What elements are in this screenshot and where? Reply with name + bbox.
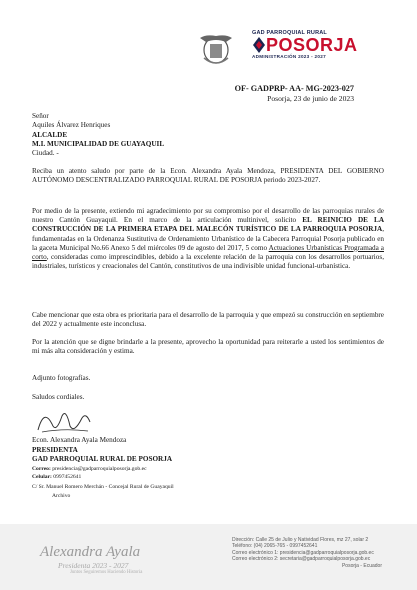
posorja-logo-mark-icon <box>252 36 266 54</box>
footer-phone: Teléfono: (04) 2065-765 - 0997452641 <box>232 543 318 550</box>
footer-signature-block <box>40 544 180 575</box>
gad-label: GAD PARROQUIAL RURAL <box>252 30 327 36</box>
archive-line: Archivo <box>52 493 71 499</box>
paragraph-closing <box>32 338 384 356</box>
footer-location: Posorja - Ecuador <box>341 562 382 569</box>
footer-sig-slogan: Juntos Seguiremos Haciendo Historia <box>70 570 143 575</box>
brand-name: POSORJA <box>266 35 358 55</box>
recipient-institution: M.I. MUNICIPALIDAD DE GUAYAQUIL <box>32 140 165 148</box>
paragraph-priority <box>32 311 384 329</box>
cc-line: C/ Sr. Manuel Romero Merchán - Concejal Rural de Guayaquil <box>32 484 174 490</box>
attachments-note: Adjunto fotografías. <box>32 374 91 382</box>
priority-text: Cabe mencionar que esta obra es prioritaria para el desarrollo de la parroquia y que empezó su construcción en septiembre del 2022 y actualmente este inconclusa. <box>32 311 384 329</box>
coat-of-arms-seal <box>196 28 236 68</box>
footer-sig-name: Alexandra Ayala <box>40 544 141 560</box>
signer-name: Econ. Alexandra Ayala Mendoza <box>32 436 127 444</box>
paragraph-request <box>32 207 384 271</box>
admin-label: ADMINISTRACIÓN 2023 - 2027 <box>252 54 326 59</box>
email-value: presidencia@gadparroquialposorja.gob.ec <box>52 466 147 472</box>
regards: Saludos cordiales. <box>32 393 85 401</box>
salutation: Señor <box>32 112 49 120</box>
signer-email <box>32 465 147 473</box>
request-text-a: Por medio de la presente, extiendo mi agradecimiento por su compromiso por el desarrollo de las parroquias rurales de nuestro Cantón Guayaquil. En el marco de la articulación multinivel, solicito <box>32 207 384 225</box>
closing-text: Por la atención que se digne brindarle a la presente, aprovecho la oportunidad para reiterarle a usted los sentimientos de mi más alta consideración y estima. <box>32 338 384 356</box>
footer-email-2: Correo electrónico 2: secretaria@gadparroquialposorja.gob.ec <box>232 556 371 563</box>
cell-value: 0997452641 <box>53 474 82 480</box>
gad-posorja-logo <box>252 30 372 59</box>
footer-sig-period: Presidenta 2023 - 2027 <box>58 561 129 570</box>
paragraph-greeting <box>32 167 384 185</box>
signer-cell <box>32 473 81 481</box>
reference-number: OF- GADPRP- AA- MG-2023-027 <box>234 84 354 93</box>
recipient-name: Aquiles Álvarez Henriques <box>32 121 111 129</box>
greeting-text: Reciba un atento saludo por parte de la Econ. Alexandra Ayala Mendoza, PRESIDENTA DEL GOBIERNO AUTÓNOMO DESCENTRALIZADO PARROQUIAL RURAL DE POSORJA periodo 2023-2027. <box>32 167 384 185</box>
handwritten-signature <box>34 404 94 438</box>
cell-label: Celular: <box>32 474 52 480</box>
request-underline: Actuaciones Urbanísticas Programada a corto <box>32 243 384 262</box>
recipient-city: Ciudad. - <box>32 149 59 157</box>
request-emphasis: EL REINICIO DE LA CONSTRUCCIÓN DE LA PRIMERA ETAPA DEL MALECÓN TURÍSTICO DE LA PARROQUIA POSORJA <box>32 216 385 234</box>
footer-email-1: Correo electrónico 1: presidencia@gadparroquialposorja.gob.ec <box>232 549 374 556</box>
recipient-title: ALCALDE <box>32 131 68 139</box>
letter-date: Posorja, 23 de junio de 2023 <box>267 94 354 103</box>
request-text-c: , fundamentadas en la Ordenanza Sustitutiva de Ordenamiento Urbanístico de la Cabecera Parroquial Posorja publicado en la gaceta Municipal No.66 Anexo 5 del miércoles 09 de agosto del 2017, 5 como <box>32 225 384 252</box>
email-label: Correo: <box>32 466 51 472</box>
signer-role: PRESIDENTA <box>32 446 78 454</box>
footer-address: Dirección: Calle 25 de Julio y Natividad Flores, mz 27, solar 2 <box>232 537 369 543</box>
signer-institution: GAD PARROQUIAL RURAL DE POSORJA <box>32 455 173 463</box>
request-text-e: , consideradas como imprescindibles, debido a la excelente relación de la parroquia con los desarrollos portuarios, industriales, turísticos y creacionales del Cantón, constitutivos de una indivisible unidad funcional-urbanística. <box>32 253 384 271</box>
footer-contact-block <box>232 537 382 569</box>
